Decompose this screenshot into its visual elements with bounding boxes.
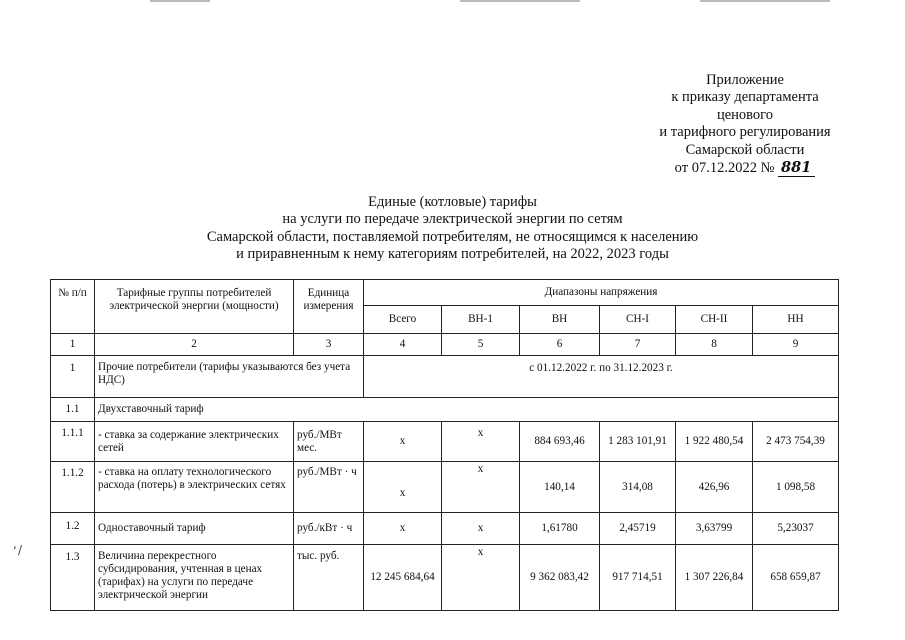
section-period: с 01.12.2022 г. по 31.12.2023 г. [364, 356, 839, 398]
header-ranges: Диапазоны напряжения [364, 280, 839, 306]
col-number: 6 [520, 334, 600, 356]
row-unit: тыс. руб. [294, 545, 364, 611]
header-sub-sn1: СН-I [600, 306, 676, 334]
col-number: 7 [600, 334, 676, 356]
scan-edge-rule [700, 0, 830, 2]
col-number: 3 [294, 334, 364, 356]
title-line: на услуги по передаче электрической энергии по сетям [282, 211, 623, 228]
annex-block [600, 72, 890, 177]
cell-nn: 1 098,58 [753, 462, 839, 513]
subsection-row [51, 398, 839, 422]
cell-total: х [364, 422, 442, 462]
header-num: № п/п [51, 280, 95, 334]
header-sub-total: Всего [364, 306, 442, 334]
cell-vn1: х [442, 513, 520, 545]
cell-total: х [364, 513, 442, 545]
cell-sn1: 2,45719 [600, 513, 676, 545]
document-title [0, 194, 905, 264]
cell-sn2: 1 922 480,54 [676, 422, 753, 462]
table-row [51, 513, 839, 545]
title-line: Самарской области, поставляемой потребителям, не относящимся к населению [206, 228, 699, 245]
row-num: 1.3 [51, 545, 95, 611]
col-number: 4 [364, 334, 442, 356]
scan-edge-rule [460, 0, 580, 2]
row-unit: руб./МВт мес. [294, 422, 364, 462]
annex-line: к приказу департамента [671, 89, 819, 106]
row-label: Величина перекрестного субсидирования, учтенная в ценах (тарифах) на услуги по передаче электрической энергии [95, 545, 294, 611]
table-row [51, 422, 839, 462]
row-unit: руб./МВт · ч [294, 462, 364, 513]
annex-line: Самарской области [685, 141, 805, 158]
cell-total: 12 245 684,64 [364, 545, 442, 611]
cell-sn2: 3,63799 [676, 513, 753, 545]
title-line: Единые (котловые) тарифы [368, 194, 537, 210]
annex-line: ценового [716, 106, 774, 123]
cell-vn: 1,61780 [520, 513, 600, 545]
col-number: 8 [676, 334, 753, 356]
order-number: 881 [778, 159, 815, 177]
scan-mark: , [13, 537, 17, 551]
cell-vn: 9 362 083,42 [520, 545, 600, 611]
subsection-num: 1.1 [51, 398, 95, 422]
cell-nn: 658 659,87 [753, 545, 839, 611]
scan-edge-rule [150, 0, 210, 2]
row-unit: руб./кВт · ч [294, 513, 364, 545]
table-row [51, 545, 839, 611]
row-label: - ставка на оплату технологического расхода (потерь) в электрических сетях [95, 462, 294, 513]
cell-vn: 140,14 [520, 462, 600, 513]
row-num: 1.1.1 [51, 422, 95, 462]
scan-mark: / [18, 543, 23, 557]
header-unit: Единица измерения [294, 280, 364, 334]
subsection-label: Двухставочный тариф [95, 398, 839, 422]
table-row [51, 462, 839, 513]
section-num: 1 [51, 356, 95, 398]
annex-line: Приложение [706, 72, 784, 88]
cell-total: х [364, 462, 442, 513]
header-groups: Тарифные группы потребителей электрической энергии (мощности) [95, 280, 294, 334]
cell-sn2: 426,96 [676, 462, 753, 513]
section-row [51, 356, 839, 398]
col-number: 1 [51, 334, 95, 356]
cell-vn1: х [442, 545, 520, 611]
cell-sn1: 1 283 101,91 [600, 422, 676, 462]
annex-line: и тарифного регулирования [659, 124, 831, 141]
row-num: 1.2 [51, 513, 95, 545]
col-number: 5 [442, 334, 520, 356]
annex-date: от 07.12.2022 № [674, 160, 775, 177]
col-number: 9 [753, 334, 839, 356]
cell-vn: 884 693,46 [520, 422, 600, 462]
header-sub-vn: ВН [520, 306, 600, 334]
tariff-table [50, 279, 839, 611]
row-label: Одноставочный тариф [95, 513, 294, 545]
cell-sn2: 1 307 226,84 [676, 545, 753, 611]
col-number: 2 [95, 334, 294, 356]
cell-vn1: х [442, 422, 520, 462]
row-num: 1.1.2 [51, 462, 95, 513]
annex-date-line [600, 159, 890, 177]
cell-sn1: 314,08 [600, 462, 676, 513]
cell-vn1: х [442, 462, 520, 513]
header-sub-sn2: СН-II [676, 306, 753, 334]
header-row [51, 280, 839, 306]
cell-nn: 5,23037 [753, 513, 839, 545]
section-label: Прочие потребители (тарифы указываются без учета НДС) [95, 356, 364, 398]
header-sub-nn: НН [753, 306, 839, 334]
title-line: и приравненным к нему категориям потребителей, на 2022, 2023 годы [236, 246, 669, 263]
column-numbers-row [51, 334, 839, 356]
header-sub-vn1: ВН-1 [442, 306, 520, 334]
cell-sn1: 917 714,51 [600, 545, 676, 611]
cell-nn: 2 473 754,39 [753, 422, 839, 462]
row-label: - ставка за содержание электрических сетей [95, 422, 294, 462]
